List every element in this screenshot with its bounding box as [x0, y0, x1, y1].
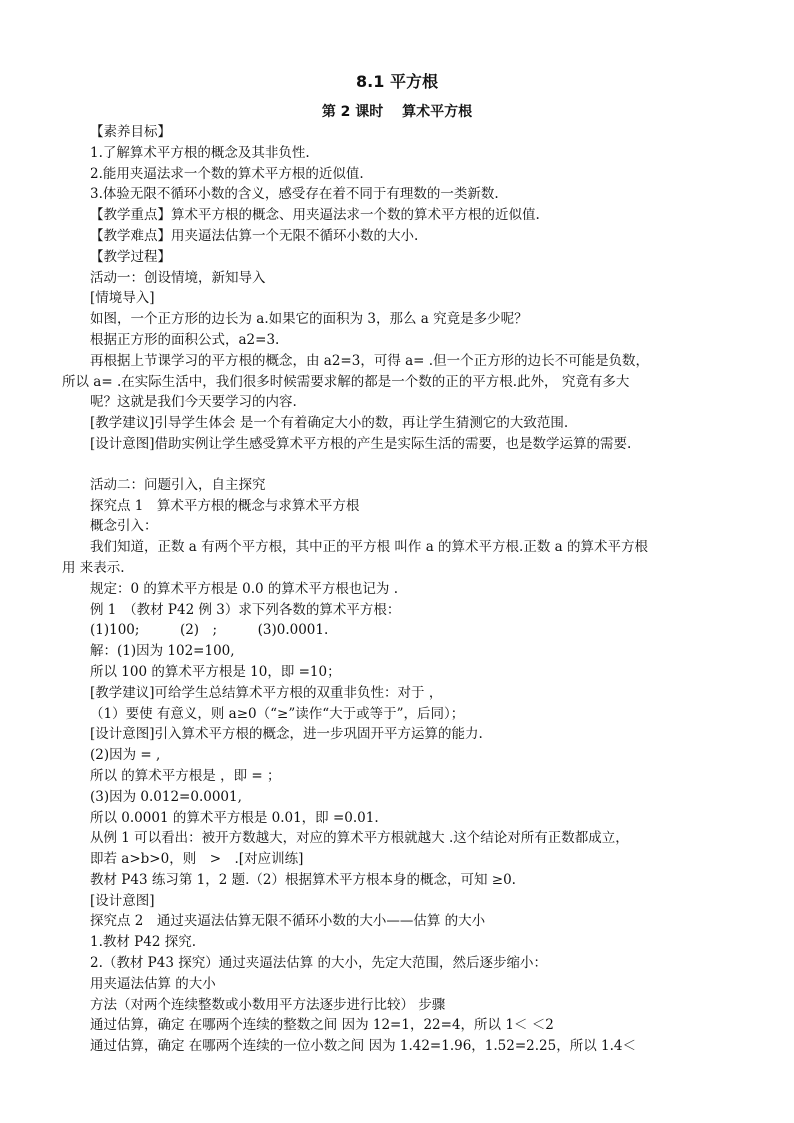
- body-line: 规定：0 的算术平方根是 0.0 的算术平方根也记为 .: [90, 580, 399, 597]
- body-line: [设计意图]借助实例让学生感受算术平方根的产生是实际生活的需要，也是数学运算的需要.: [90, 435, 632, 452]
- body-line: 探究点 1 算术平方根的概念与求算术平方根: [90, 497, 360, 514]
- body-line: 如图，一个正方形的边长为 a.如果它的面积为 3，那么 a 究竟是多少呢？: [90, 311, 528, 328]
- body-line: [90, 455, 742, 475]
- body-line: 【教学难点】用夹逼法估算一个无限不循环小数的大小.: [90, 227, 419, 244]
- body-line: 探究点 2 通过夹逼法估算无限不循环小数的大小——估算 的大小: [90, 913, 486, 930]
- body-line: 从例 1 可以看出：被开方数越大，对应的算术平方根就越大 .这个结论对所有正数都成立，: [90, 830, 629, 847]
- body-line: 活动二：问题引入，自主探究: [90, 476, 266, 493]
- body-line: 我们知道，正数 a 有两个平方根，其中正的平方根 叫作 a 的算术平方根.正数 a 的算术平方根: [90, 539, 648, 556]
- body-line: 用 来表示.: [62, 559, 125, 576]
- body-line: 所以 100 的算术平方根是 10，即 =10；: [90, 663, 341, 680]
- document-body: [62, 122, 742, 1057]
- body-line: 2.（教材 P43 探究）通过夹逼法估算 的大小，先定大范围，然后逐步缩小：: [90, 955, 548, 972]
- body-line: 所以 a= .在实际生活中，我们很多时候需要求解的都是一个数的正的平方根.此外， 究竟有多大: [62, 373, 630, 390]
- body-line: [设计意图]引入算术平方根的概念，进一步巩固开平方运算的能力.: [90, 726, 483, 743]
- body-line: 3.体验无限不循环小数的含义，感受存在着不同于有理数的一类新数.: [90, 186, 499, 203]
- body-line: (3)因为 0.012=0.0001,: [90, 788, 242, 805]
- body-line: 根据正方形的面积公式，a2=3.: [90, 331, 280, 348]
- body-line: 方法（对两个连续整数或小数用平方法逐步进行比较） 步骤: [90, 996, 446, 1013]
- body-line: 教材 P43 练习第 1，2 题.（2）根据算术平方根本身的概念，可知 ≥0.: [90, 871, 516, 888]
- body-line: 再根据上节课学习的平方根的概念，由 a2=3，可得 a= .但一个正方形的边长不可能是负数，: [90, 352, 650, 369]
- body-line: 即若 a>b>0，则 > .[对应训练]: [90, 851, 304, 868]
- body-line: 用夹逼法估算 的大小: [90, 975, 216, 992]
- body-line: 解：(1)因为 102=100,: [90, 643, 235, 660]
- body-line: 活动一：创设情境，新知导入: [90, 269, 266, 286]
- body-line: 所以 0.0001 的算术平方根是 0.01，即 =0.01.: [90, 809, 379, 826]
- body-line: 通过估算，确定 在哪两个连续的一位小数之间 因为 1.42=1.96，1.52=2.25，所以 1.4＜: [90, 1038, 636, 1055]
- body-line: 通过估算，确定 在哪两个连续的整数之间 因为 12=1，22=4，所以 1＜ ＜2: [90, 1017, 554, 1034]
- body-line: (2)因为 = ,: [90, 747, 161, 764]
- body-line: 概念引入：: [90, 518, 158, 535]
- body-line: 【教学过程】: [90, 248, 171, 265]
- body-line: （1）要使 有意义，则 a≥0（“≥”读作“大于或等于”，后同）；: [90, 705, 465, 722]
- body-line: [设计意图]: [90, 892, 155, 909]
- body-line: 1.教材 P42 探究.: [90, 934, 197, 951]
- body-line: 呢？这就是我们今天要学习的内容.: [90, 394, 297, 411]
- body-line: 例 1 （教材 P42 例 3）求下列各数的算术平方根：: [90, 601, 401, 618]
- body-line: [教学建议]可给学生总结算术平方根的双重非负性：对于 ，: [90, 684, 443, 701]
- body-line: 【素养目标】: [90, 124, 171, 140]
- body-line: [教学建议]引导学生体会 是一个有着确定大小的数，再让学生猜测它的大致范围.: [90, 415, 569, 432]
- page-subtitle: 第 2 课时 算术平方根: [321, 104, 473, 120]
- page-title: 8.1 平方根: [356, 72, 438, 91]
- body-line: [情境导入]: [90, 290, 155, 307]
- body-line: 所以 的算术平方根是 ，即 = ；: [90, 767, 281, 784]
- body-line: 1.了解算术平方根的概念及其非负性.: [90, 144, 310, 161]
- body-line: 【教学重点】算术平方根的概念、用夹逼法求一个数的算术平方根的近似值.: [90, 207, 540, 224]
- body-line: 2.能用夹逼法求一个数的算术平方根的近似值.: [90, 165, 364, 182]
- body-line: (1)100; (2) ; (3)0.0001.: [90, 622, 329, 639]
